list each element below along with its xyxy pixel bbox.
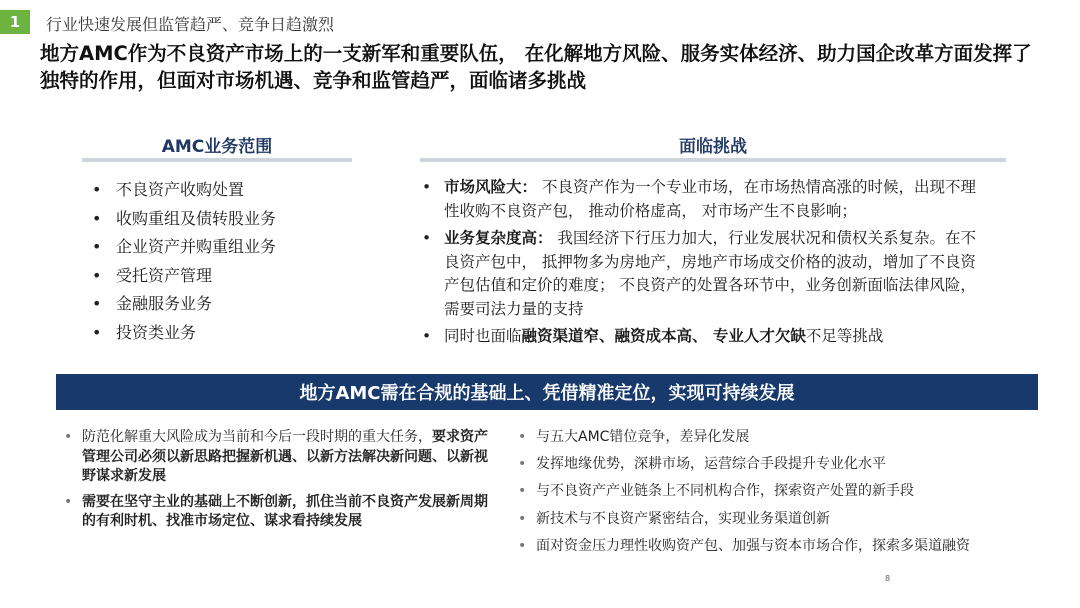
list-item bbox=[416, 325, 976, 349]
strategy-emphasis: 需要在坚守主业的基础上不断创新，抓住当前不良资产发展新周期的有利时机、找准市场定位、谋求看持续发展 bbox=[82, 493, 488, 529]
strategy-text: 新技术与不良资产紧密结合，实现业务渠道创新 bbox=[536, 510, 830, 527]
challenge-label: 业务复杂度高： bbox=[444, 229, 553, 247]
list-item bbox=[86, 319, 386, 348]
bullet-icon: • bbox=[92, 237, 102, 256]
challenges-divider bbox=[420, 158, 1006, 162]
bullet-icon: • bbox=[518, 429, 527, 445]
scope-item: 不良资产收购处置 bbox=[116, 180, 245, 199]
strategy-text: 发挥地缘优势，深耕市场，运营综合手段提升专业化水平 bbox=[536, 456, 886, 473]
conclusion-banner: 地方AMC需在合规的基础上、凭借精准定位，实现可持续发展 bbox=[56, 374, 1038, 410]
page-number: 8 bbox=[885, 574, 891, 583]
bullet-icon: • bbox=[64, 493, 73, 510]
list-item bbox=[416, 176, 976, 223]
list-item bbox=[62, 493, 500, 532]
challenge-label: 市场风险大： bbox=[444, 178, 538, 196]
list-item bbox=[62, 428, 500, 487]
list-item bbox=[518, 455, 1058, 473]
scope-list bbox=[86, 176, 386, 347]
scope-item: 收购重组及债转股业务 bbox=[116, 208, 277, 228]
section-title: 行业快速发展但监管趋严、竞争日趋激烈 bbox=[46, 15, 335, 34]
challenge-text: 不足等挑战 bbox=[805, 327, 884, 345]
bullet-icon: • bbox=[518, 483, 527, 500]
section-number-badge: 1 bbox=[0, 10, 30, 34]
list-item bbox=[86, 290, 386, 319]
bullet-icon: • bbox=[422, 178, 432, 196]
challenge-text: 我国经济下行压力加大，行业发展状况和债权关系复杂。在不良资产包中， 抵押物多为房地产，房地产市场成交价格的波动，增加了不良资产包估值和定价的难度； 不良资产的处置各环节中，业务创新面临法律风险，需要司法力量的支持 bbox=[444, 229, 976, 318]
list-item bbox=[518, 510, 1058, 528]
scope-item: 企业资产并购重组业务 bbox=[116, 237, 277, 256]
bullet-icon: • bbox=[422, 229, 432, 247]
strategy-list-left bbox=[62, 428, 500, 538]
scope-title: AMC业务范围 bbox=[161, 137, 273, 157]
strategy-text: 防范化解重大风险成为当前和今后一段时期的重大任务， bbox=[82, 429, 432, 445]
slide-headline: 地方AMC作为不良资产市场上的一支新军和重要队伍， 在化解地方风险、服务实体经济、助力国企改革方面发挥了独特的作用，但面对市场机遇、竞争和监管趋严，面临诸多挑战 bbox=[40, 42, 1032, 92]
challenges-title: 面临挑战 bbox=[679, 137, 747, 157]
scope-item: 受托资产管理 bbox=[116, 265, 213, 285]
bullet-icon: • bbox=[92, 322, 102, 342]
scope-item: 金融服务业务 bbox=[116, 294, 213, 313]
challenges-list bbox=[416, 176, 976, 353]
strategy-text: 面对资金压力理性收购资产包、加强与资本市场合作，探索多渠道融资 bbox=[536, 537, 970, 554]
bullet-icon: • bbox=[92, 208, 102, 228]
list-item bbox=[518, 482, 1058, 500]
scope-divider bbox=[82, 158, 352, 162]
strategy-emphasis: 要求资产管理公司必须以新思路把握新机遇、以新方法解决新问题、以新视野谋求新发展 bbox=[82, 429, 488, 484]
list-item bbox=[416, 227, 976, 321]
bullet-icon: • bbox=[92, 265, 102, 285]
challenge-emphasis: 融资渠道窄、融资成本高、 专业人才欠缺 bbox=[521, 327, 806, 345]
strategy-text: 与五大AMC错位竞争，差异化发展 bbox=[536, 429, 750, 445]
bullet-icon: • bbox=[64, 429, 73, 445]
challenge-text: 不良资产作为一个专业市场，在市场热情高涨的时候，出现不理性收购不良资产包， 推动价格虚高， 对市场产生不良影响； bbox=[444, 178, 976, 220]
bullet-icon: • bbox=[92, 294, 102, 313]
list-item bbox=[86, 233, 386, 262]
scope-item: 投资类业务 bbox=[116, 322, 197, 342]
bullet-icon: • bbox=[518, 510, 527, 527]
strategy-list-right bbox=[518, 428, 1058, 564]
strategy-text: 与不良资产产业链条上不同机构合作，探索资产处置的新手段 bbox=[536, 483, 914, 500]
bullet-icon: • bbox=[92, 180, 102, 199]
list-item bbox=[86, 262, 386, 291]
bullet-icon: • bbox=[518, 537, 527, 554]
list-item bbox=[86, 205, 386, 234]
challenge-text: 同时也面临 bbox=[444, 327, 522, 345]
list-item bbox=[518, 537, 1058, 555]
list-item bbox=[86, 176, 386, 205]
list-item bbox=[518, 428, 1058, 446]
bullet-icon: • bbox=[422, 327, 432, 345]
bullet-icon: • bbox=[518, 456, 527, 473]
